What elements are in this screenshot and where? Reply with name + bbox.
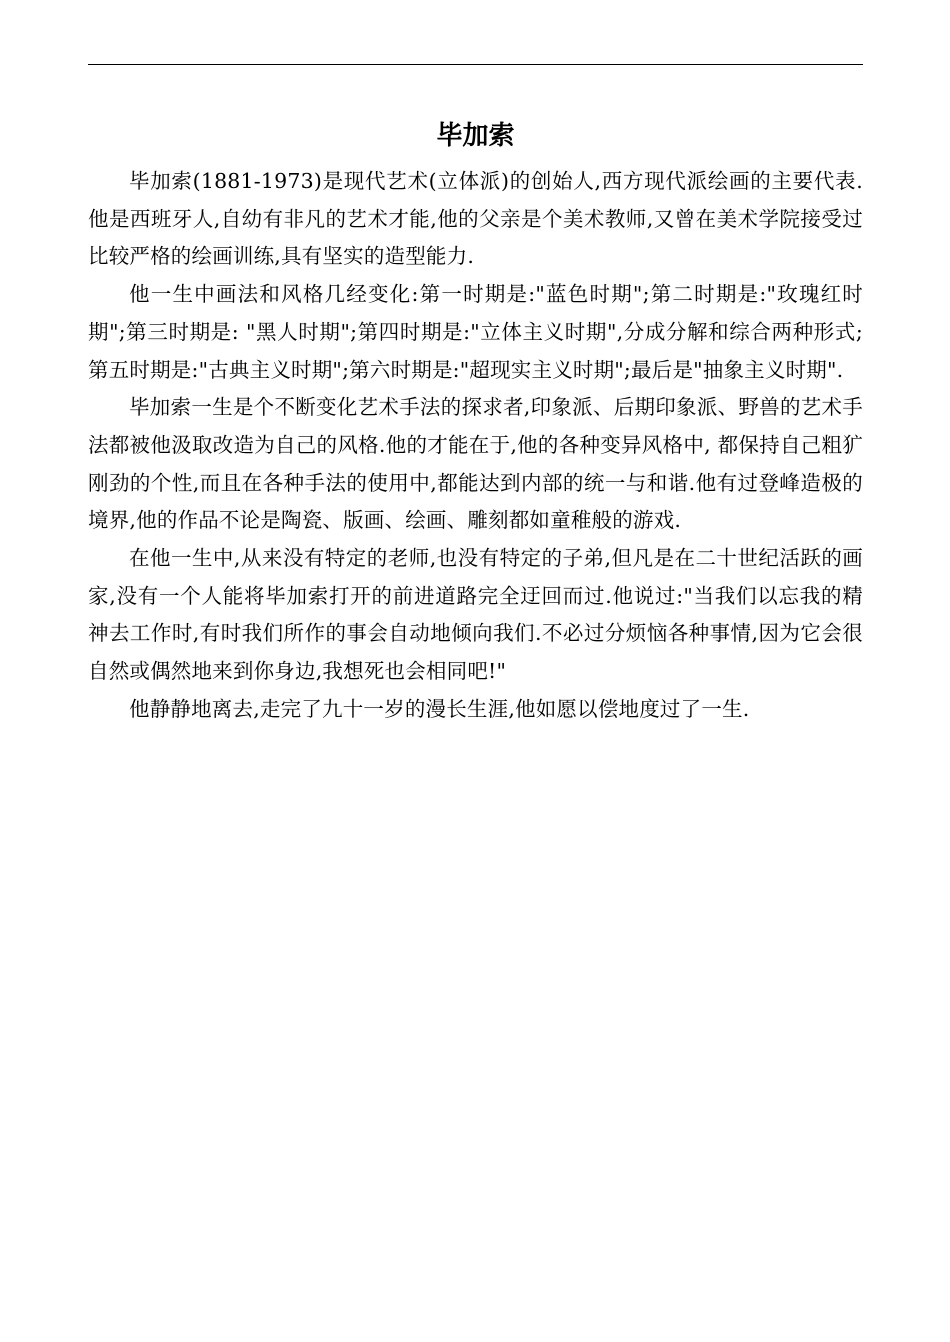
document-title: 毕加索	[436, 121, 515, 151]
paragraph-1: 毕加索(1881-1973)是现代艺术(立体派)的创始人,西方现代派绘画的主要代表.他是西班牙人,自幼有非凡的艺术才能,他的父亲是个美术教师,又曾在美术学院接受过比较严格的绘画训练,具有坚实的造型能力.	[88, 169, 863, 269]
document-body	[88, 163, 863, 729]
paragraph-4: 在他一生中,从来没有特定的老师,也没有特定的子弟,但凡是在二十世纪活跃的画家,没有一个人能将毕加索打开的前进道路完全迂回而过.他说过:"当我们以忘我的精神去工作时,有时我们所作的事会自动地倾向我们.不必过分烦恼各种事情,因为它会很自然或偶然地来到你身边,我想死也会相同吧!"	[88, 546, 863, 684]
paragraph-5: 他静静地离去,走完了九十一岁的漫长生涯,他如愿以偿地度过了一生.	[129, 696, 750, 721]
header-rule	[88, 64, 863, 65]
paragraph-2: 他一生中画法和风格几经变化:第一时期是:"蓝色时期";第二时期是:"玫瑰红时期";第三时期是: "黑人时期";第四时期是:"立体主义时期",分成分解和综合两种形式;第五时期是:"古典主义时期";第六时期是:"超现实主义时期";最后是"抽象主义时期".	[88, 282, 863, 382]
paragraph-3: 毕加索一生是个不断变化艺术手法的探求者,印象派、后期印象派、野兽的艺术手法都被他汲取改造为自己的风格.他的才能在于,他的各种变异风格中, 都保持自己粗犷刚劲的个性,而且在各种手法的使用中,都能达到内部的统一与和谐.他有过登峰造极的境界,他的作品不论是陶瓷、版画、绘画、雕刻都如童稚般的游戏.	[88, 395, 863, 533]
